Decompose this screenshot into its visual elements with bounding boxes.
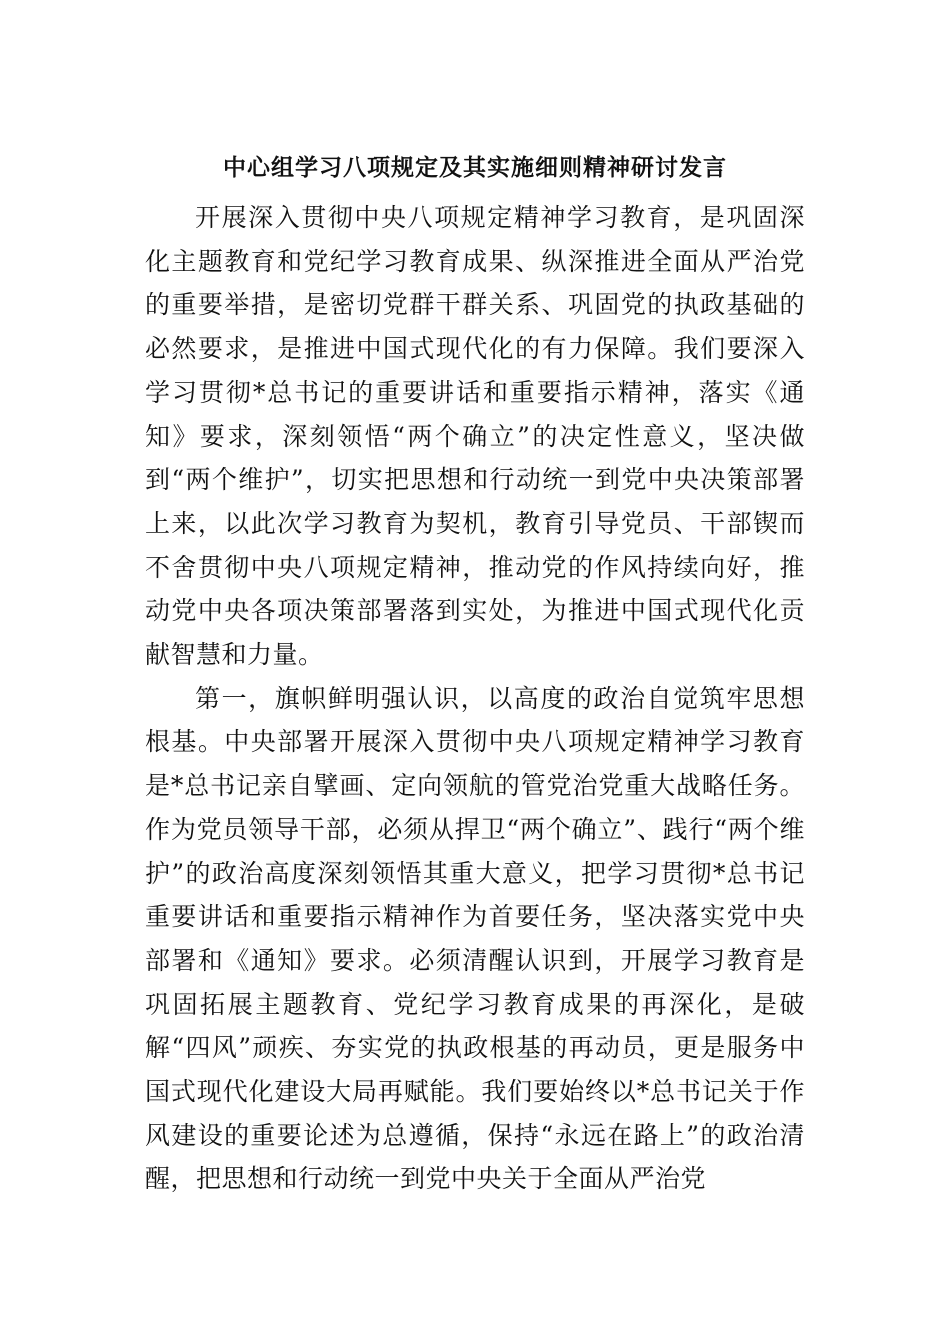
paragraph-intro: 开展深入贯彻中央八项规定精神学习教育，是巩固深化主题教育和党纪学习教育成果、纵深推进全面从严治党的重要举措，是密切党群干群关系、巩固党的执政基础的必然要求，是推进中国式现代化的有力保障。我们要深入学习贯彻*总书记的重要讲话和重要指示精神，落实《通知》要求，深刻领悟“两个确立”的决定性意义，坚决做到“两个维护”，切实把思想和行动统一到党中央决策部署上来，以此次学习教育为契机，教育引导党员、干部锲而不舍贯彻中央八项规定精神，推动党的作风持续向好，推动党中央各项决策部署落到实处，为推进中国式现代化贡献智慧和力量。 [145, 203, 805, 670]
document-title: 中心组学习八项规定及其实施细则精神研讨发言 [223, 155, 727, 181]
document-body [145, 196, 805, 1201]
paragraph-first-point: 第一，旗帜鲜明强认识，以高度的政治自觉筑牢思想根基。中央部署开展深入贯彻中央八项规定精神学习教育是*总书记亲自擘画、定向领航的管党治党重大战略任务。作为党员领导干部，必须从捍卫“两个确立”、践行“两个维护”的政治高度深刻领悟其重大意义，把学习贯彻*总书记重要讲话和重要指示精神作为首要任务，坚决落实党中央部署和《通知》要求。必须清醒认识到，开展学习教育是巩固拓展主题教育、党纪学习教育成果的再深化，是破解“四风”顽疾、夯实党的执政根基的再动员，更是服务中国式现代化建设大局再赋能。我们要始终以*总书记关于作风建设的重要论述为总遵循，保持“永远在路上”的政治清醒，把思想和行动统一到党中央关于全面从严治党 [145, 683, 805, 1194]
